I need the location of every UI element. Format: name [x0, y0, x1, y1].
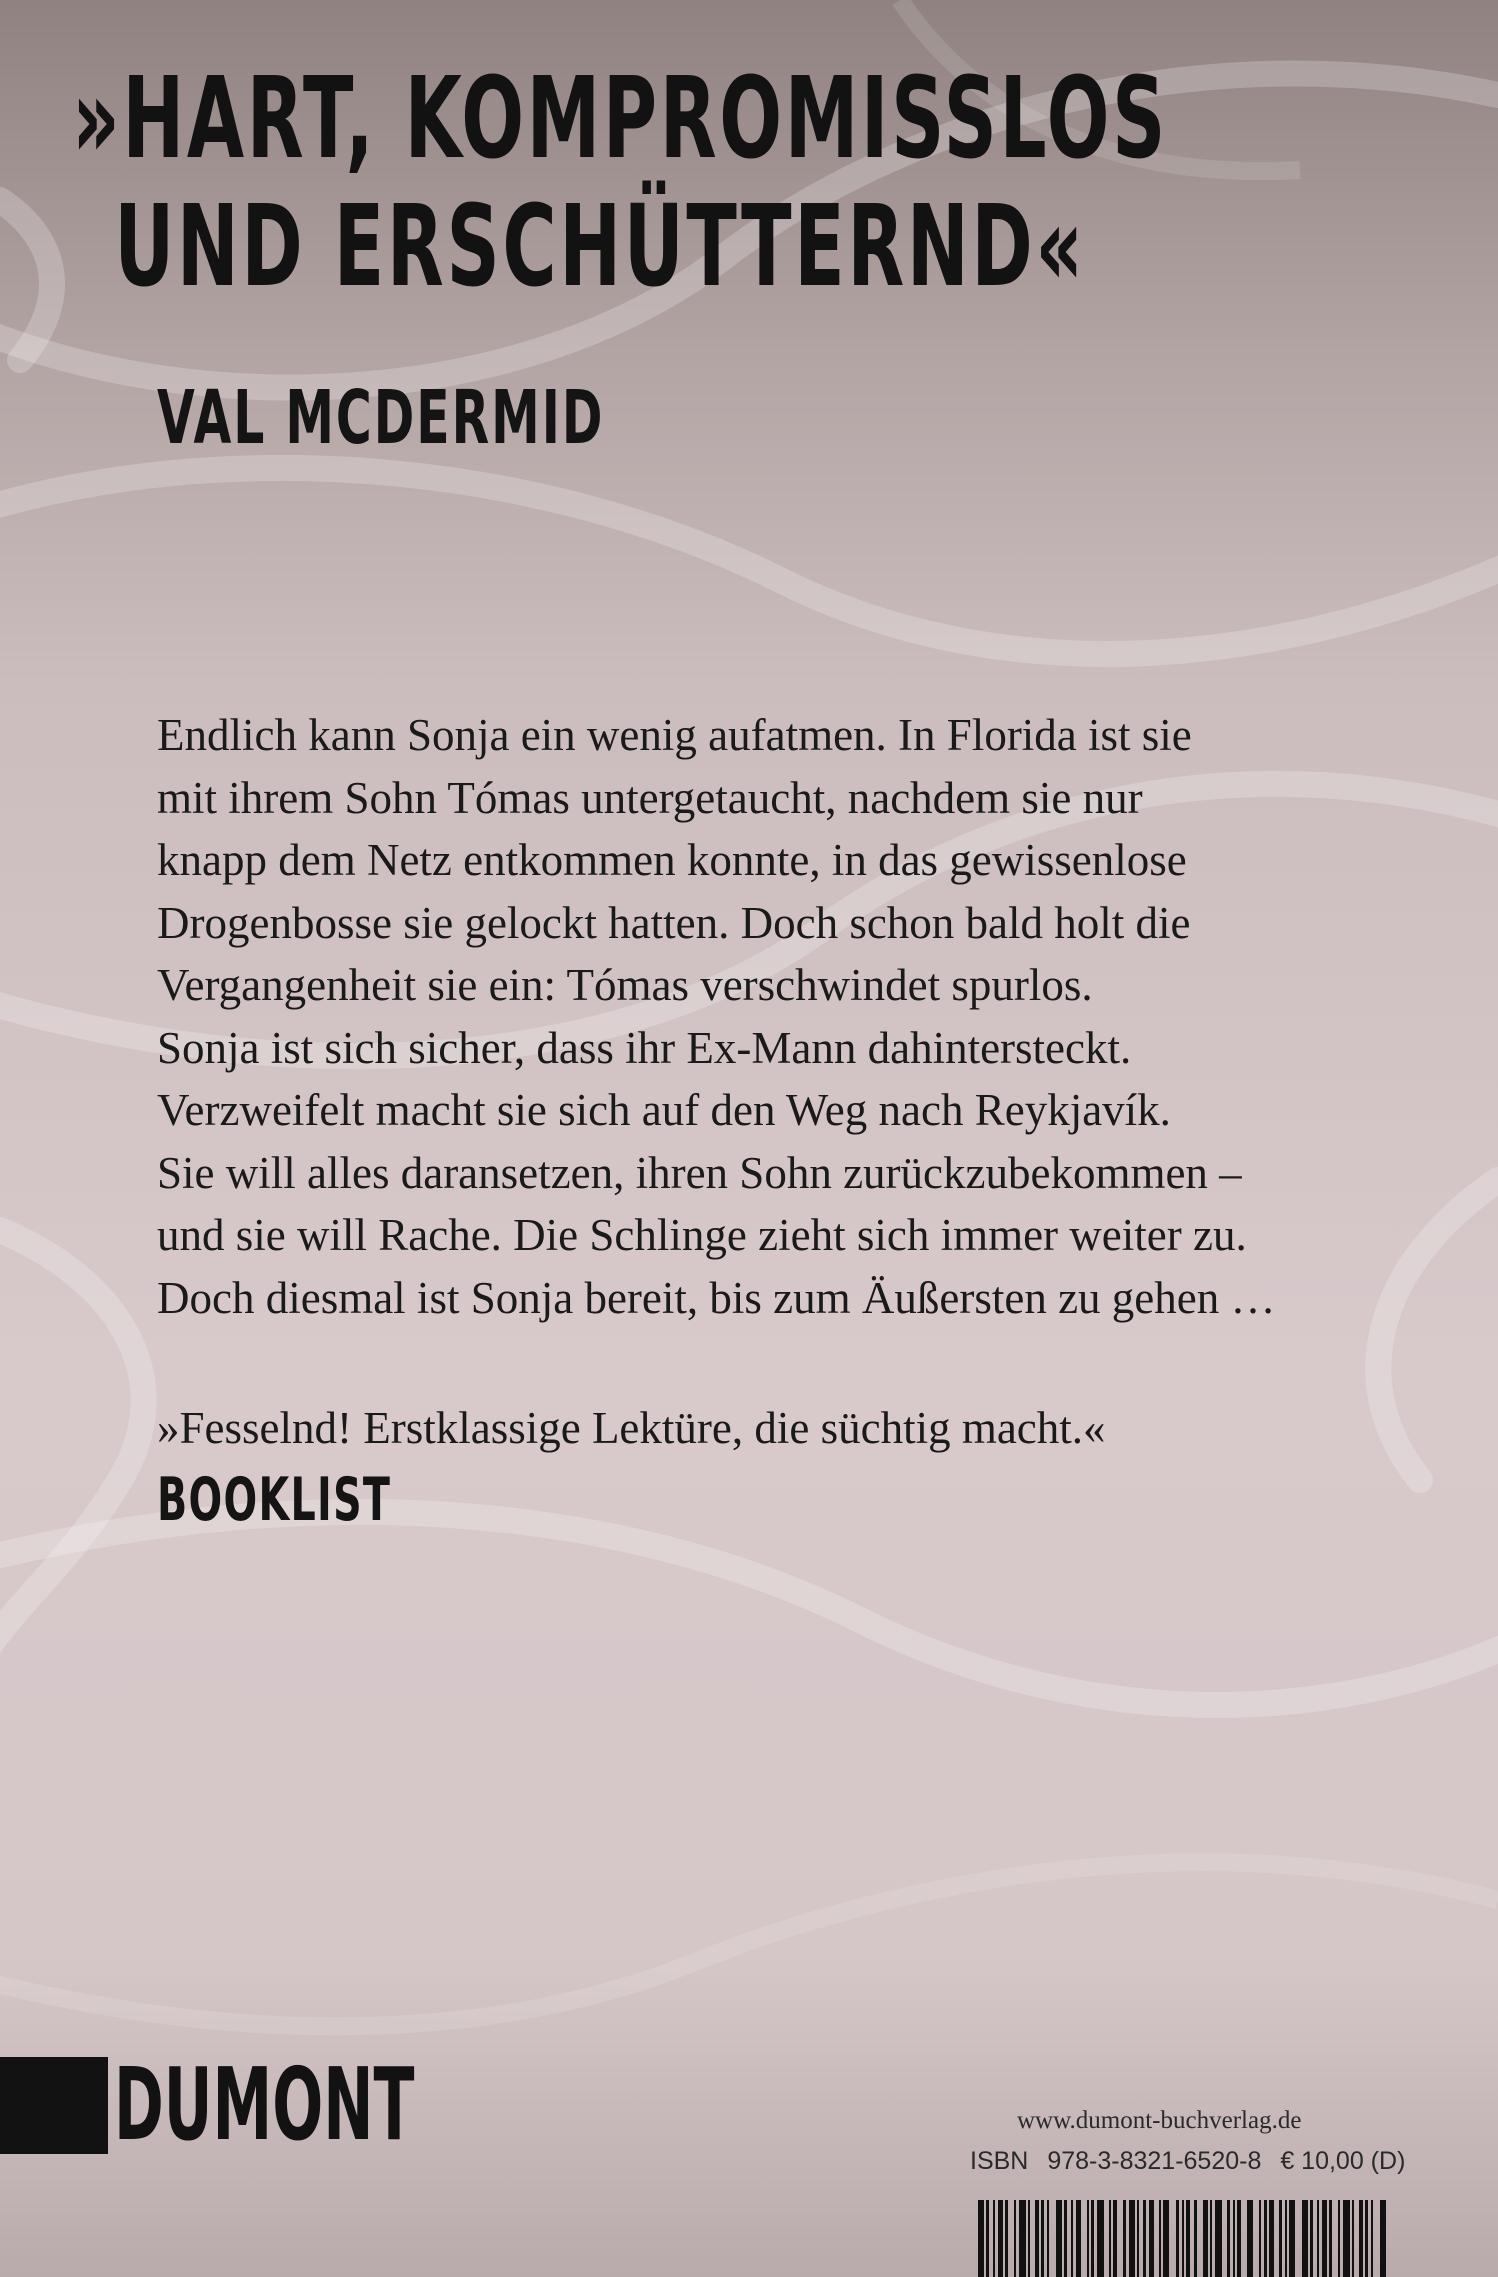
- barcode-bar: [1163, 2200, 1169, 2277]
- barcode-bar: [1237, 2200, 1241, 2277]
- barcode-bar: [1365, 2200, 1368, 2277]
- barcode-bar: [1129, 2200, 1135, 2277]
- barcode-bar: [1279, 2200, 1282, 2277]
- barcode: [978, 2200, 1398, 2277]
- barcode-bar: [1322, 2200, 1327, 2277]
- barcode-bar: [1203, 2200, 1208, 2277]
- barcode-bar: [1317, 2200, 1319, 2277]
- barcode-bar: [993, 2200, 995, 2277]
- barcode-bar: [1264, 2200, 1267, 2277]
- barcode-bar: [1210, 2200, 1212, 2277]
- barcode-bar: [1028, 2200, 1030, 2277]
- barcode-bar: [1109, 2200, 1111, 2277]
- barcode-bar: [1215, 2200, 1222, 2277]
- barcode-bar: [1186, 2200, 1190, 2277]
- barcode-bar: [1302, 2200, 1308, 2277]
- barcode-bar: [1091, 2200, 1094, 2277]
- isbn-number: 978-3-8321-6520-8: [1047, 2147, 1262, 2175]
- publisher-logo-bar: [0, 2057, 108, 2154]
- review-quote: »Fesselnd! Erstklassige Lektüre, die süchtig macht.«: [157, 1403, 1106, 1453]
- barcode-bar: [1371, 2200, 1373, 2277]
- barcode-bar: [1176, 2200, 1179, 2277]
- barcode-bar: [1071, 2200, 1073, 2277]
- barcode-bar: [1352, 2200, 1354, 2277]
- cover-quote-line-2: UND ERSCHÜTTERND«: [114, 182, 1086, 312]
- barcode-bar: [1019, 2200, 1026, 2277]
- barcode-bar: [986, 2200, 989, 2277]
- publisher-logo: DUMONT: [114, 2046, 415, 2163]
- barcode-bar: [1247, 2200, 1253, 2277]
- barcode-bar: [1343, 2200, 1350, 2277]
- barcode-bar: [1233, 2200, 1235, 2277]
- barcode-bar: [1259, 2200, 1261, 2277]
- barcode-bar: [1005, 2200, 1008, 2277]
- barcode-bar: [1227, 2200, 1230, 2277]
- barcode-bar: [978, 2200, 984, 2277]
- barcode-bar: [1087, 2200, 1089, 2277]
- barcode-bar: [1338, 2200, 1340, 2277]
- barcode-bar: [1047, 2200, 1049, 2277]
- barcode-bar: [1143, 2200, 1146, 2277]
- barcode-bar: [1285, 2200, 1287, 2277]
- barcode-bar: [1289, 2200, 1295, 2277]
- cover-quote-line-1: »HART, KOMPROMISSLOS: [72, 54, 1168, 184]
- barcode-bar: [1380, 2200, 1386, 2277]
- cover-quote-attribution: VAL MCDERMID: [157, 375, 605, 461]
- isbn-label: ISBN: [970, 2147, 1029, 2175]
- barcode-bar: [1269, 2200, 1274, 2277]
- barcode-bar: [1137, 2200, 1139, 2277]
- barcode-bar: [998, 2200, 1003, 2277]
- barcode-bar: [1359, 2200, 1363, 2277]
- barcode-bar: [1194, 2200, 1197, 2277]
- barcode-bar: [1113, 2200, 1117, 2277]
- barcode-bar: [1097, 2200, 1104, 2277]
- review-source: BOOKLIST: [157, 1465, 392, 1535]
- barcode-bar: [1014, 2200, 1016, 2277]
- barcode-bar: [1310, 2200, 1313, 2277]
- barcode-bar: [1182, 2200, 1184, 2277]
- barcode-bar: [1041, 2200, 1044, 2277]
- barcode-bar: [1056, 2200, 1062, 2277]
- cover-quote-headline: [72, 55, 1168, 311]
- barcode-bar: [1035, 2200, 1039, 2277]
- publisher-website: www.dumont-buchverlag.de: [1017, 2107, 1302, 2134]
- barcode-bar: [1329, 2200, 1332, 2277]
- price: € 10,00 (D): [1280, 2147, 1406, 2175]
- barcode-bar: [1064, 2200, 1067, 2277]
- barcode-bar: [1076, 2200, 1081, 2277]
- barcode-bar: [1123, 2200, 1126, 2277]
- barcode-bar: [1149, 2200, 1154, 2277]
- isbn-price-line: [970, 2146, 1417, 2176]
- barcode-bar: [1159, 2200, 1161, 2277]
- book-blurb: Endlich kann Sonja ein wenig aufatmen. In Florida ist sie mit ihrem Sohn Tómas untergetaucht, nachdem sie nur knapp dem Netz entkommen konnte, in das gewissenlose Drogenbosse sie gelockt hatten. Doch schon bald holt die Vergangenheit sie ein: Tómas verschwindet spurlos. Sonja ist sich sicher, dass ihr Ex-Mann dahintersteckt. Verzweifelt macht sie sich auf den Weg nach Reykjavík. Sie will alles daransetzen, ihren Sohn zurückzubekommen – und sie will Rache. Die Schlinge zieht sich immer weiter zu. Doch diesmal ist Sonja bereit, bis zum Äußersten zu gehen …: [157, 710, 1276, 1323]
